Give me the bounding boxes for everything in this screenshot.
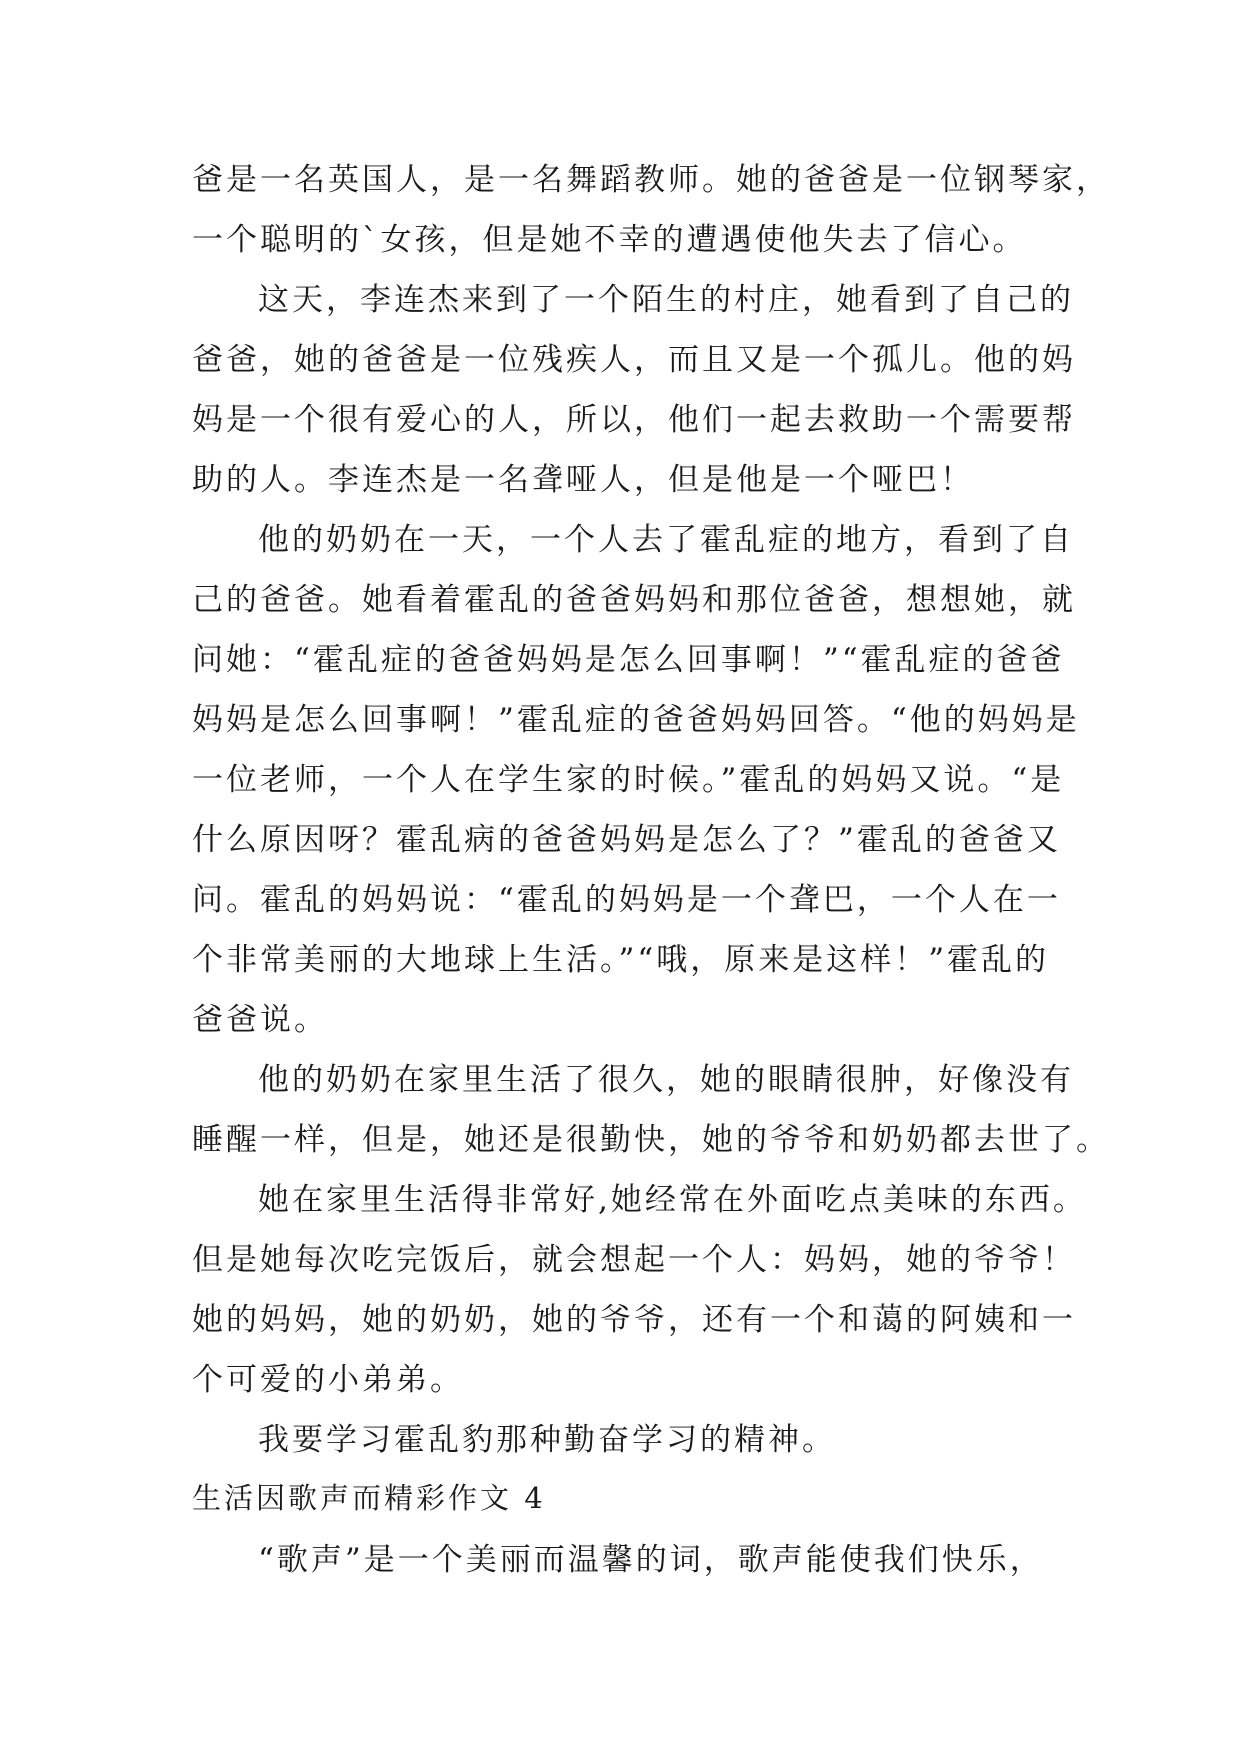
paragraph-start-line: 我要学习霍乱豹那种勤奋学习的精神。 xyxy=(258,1422,836,1458)
text-line: 妈妈是怎么回事啊！”霍乱症的爸爸妈妈回答。“他的妈妈是 xyxy=(192,702,1080,738)
text-line: 她的妈妈，她的奶奶，她的爷爷，还有一个和蔼的阿姨和一 xyxy=(192,1302,1076,1338)
paragraph-start-line: 他的奶奶在一天，一个人去了霍乱症的地方，看到了自 xyxy=(258,522,1074,558)
paragraph-start-line: “歌声”是一个美丽而温馨的词，歌声能使我们快乐， xyxy=(258,1542,1044,1578)
text-line: 什么原因呀？霍乱病的爸爸妈妈是怎么了？”霍乱的爸爸又 xyxy=(192,822,1061,858)
text-line: 助的人。李连杰是一名聋哑人，但是他是一个哑巴！ xyxy=(192,462,974,498)
paragraph-start-line: 他的奶奶在家里生活了很久，她的眼睛很肿，好像没有 xyxy=(258,1062,1074,1098)
document-body xyxy=(192,150,1110,1590)
text-line: 个可爱的小弟弟。 xyxy=(192,1362,464,1398)
section-heading: 生活因歌声而精彩作文 4 xyxy=(192,1481,546,1515)
text-line: 问她：“霍乱症的爸爸妈妈是怎么回事啊！”“霍乱症的爸爸 xyxy=(192,642,1065,678)
text-line: 一位老师，一个人在学生家的时候。”霍乱的妈妈又说。“是 xyxy=(192,762,1065,798)
paragraph-start-line: 她在家里生活得非常好,她经常在外面吃点美味的东西。 xyxy=(258,1182,1087,1218)
text-line: 但是她每次吃完饭后，就会想起一个人：妈妈，她的爷爷！ xyxy=(192,1242,1076,1278)
text-line: 问。霍乱的妈妈说：“霍乱的妈妈是一个聋巴，一个人在一 xyxy=(192,882,1061,918)
paragraph-start-line: 这天，李连杰来到了一个陌生的村庄，她看到了自己的 xyxy=(258,282,1074,318)
text-line: 妈是一个很有爱心的人，所以，他们一起去救助一个需要帮 xyxy=(192,402,1076,438)
text-line: 睡醒一样，但是，她还是很勤快，她的爷爷和奶奶都去世了。 xyxy=(192,1122,1110,1158)
text-line: 爸爸，她的爸爸是一位残疾人，而且又是一个孤儿。他的妈 xyxy=(192,342,1076,378)
text-line: 爸是一名英国人，是一名舞蹈教师。她的爸爸是一位钢琴家， xyxy=(192,162,1110,198)
text-line: 爸爸说。 xyxy=(192,1002,328,1038)
text-line: 一个聪明的`女孩，但是她不幸的遭遇使他失去了信心。 xyxy=(192,222,1027,258)
text-line: 己的爸爸。她看着霍乱的爸爸妈妈和那位爸爸，想想她，就 xyxy=(192,582,1076,618)
text-line: 个非常美丽的大地球上生活。”“哦，原来是这样！”霍乱的 xyxy=(192,942,1050,978)
